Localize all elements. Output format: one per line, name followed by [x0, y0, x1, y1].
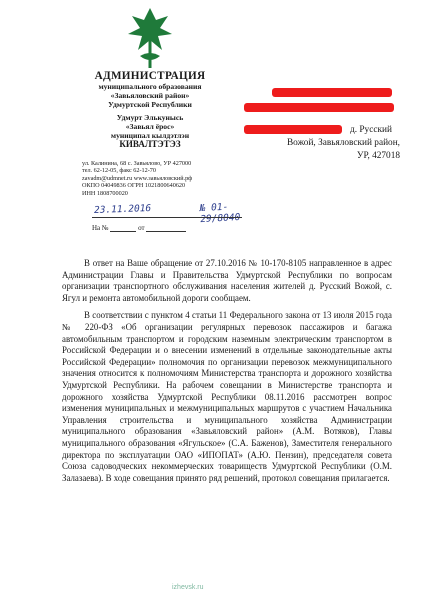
date-number-handwritten — [92, 201, 242, 226]
body-paragraph-2: В соответствии с пунктом 4 статьи 11 Федерального закона от 13 июля 2015 года № 220-ФЗ «Об организации регулярных перевозок пассажиров и багажа автомобильным транспортом и городским наземным электрическим транспортом в Российской Федерации и о внесении изменений в отдельные законодательные акты Российской Федерации» полномочия по организации перевозок межмуниципального значения относится к полномочиям Министерства транспорта и дорожного хозяйства Удмуртской Республики. На рабочем совещании в Министерстве транспорта и дорожного хозяйства Удмуртской Республики 08.11.2016 рассмотрен вопрос изменения муниципальных и межмуниципальных маршрутов с участием Начальника Управления строительства и муниципального хозяйства Администрации муниципального образования «Завьяловский район» (А.М. Вотяков), Главы муниципального образования «Ягульское» (С.А. Баженов), Заместителя генерального директора по эксплуатации ОАО «ИПОПАТ» (А.Ю. Пензин), председателя совета Союза садоводческих некоммерческих товариществ Удмуртской Республики (О.М. Залазаева). В ходе совещания принято ряд решений, протокол совещания прилагается. — [62, 310, 392, 483]
contact-line: ОКПО 04049836 ОГРН 1021800640620 — [82, 182, 186, 190]
org-title-udm: КИВАЛТЭТЭЗ — [119, 139, 181, 149]
date-rule-line — [92, 217, 242, 218]
letterhead-org — [60, 70, 240, 149]
org-title-ru: АДМИНИСТРАЦИЯ — [94, 70, 206, 82]
redaction-bar — [272, 88, 392, 97]
handwritten-date: 23.11.2016 — [93, 203, 152, 216]
org-line-ru-1: муниципального образования — [98, 82, 202, 91]
ref-from-label: от — [138, 224, 145, 232]
org-line-ru-2: «Завьяловский район» — [110, 91, 190, 100]
contact-line: тел. 62-12-05, факс 62-12-70 — [82, 167, 156, 175]
handwritten-number: № 01-29/8040 — [199, 201, 241, 226]
org-line-ru-3: Удмуртской Республики — [108, 100, 192, 109]
contact-line: zavadm@udmnet.ru www.завьяловский.рф — [82, 174, 193, 182]
org-line-udm-1: Удмурт Элькунысь — [116, 113, 184, 122]
redaction-bar — [244, 103, 394, 112]
letterhead-contacts — [82, 160, 252, 197]
contact-line: ул. Калинина, 68 с. Завьялово, УР 427000 — [82, 160, 192, 167]
recipient-line-2: Вожой, Завьяловский район, — [286, 138, 400, 148]
recipient-line-3: УР, 427018 — [356, 151, 400, 161]
org-line-udm-2: «Завьял ёрос» — [125, 122, 175, 131]
municipal-emblem-icon — [126, 6, 174, 70]
recipient-line-1: д. Русский — [350, 125, 392, 135]
ref-label: На № — [92, 224, 109, 232]
ref-blank — [110, 225, 136, 232]
body-paragraph-1: В ответ на Ваше обращение от 27.10.2016 № 10-170-8105 направленное в адрес Администрации Главы и Правительства Удмуртской Республики по вопросам организации транспортного обслуживания населения жителей д. Русский Вожой, с. Ягул и ремонта автомобильной дороги сообщаем. — [62, 258, 392, 303]
ref-from-blank — [146, 225, 186, 232]
letter-body — [62, 258, 392, 490]
recipient-address — [250, 124, 400, 163]
contact-line: ИНН 1808700020 — [82, 189, 128, 197]
watermark: izhevsk.ru — [172, 584, 204, 591]
org-line-udm-3: муниципал кылдэтлэн — [110, 131, 190, 140]
reference-line — [92, 224, 186, 232]
